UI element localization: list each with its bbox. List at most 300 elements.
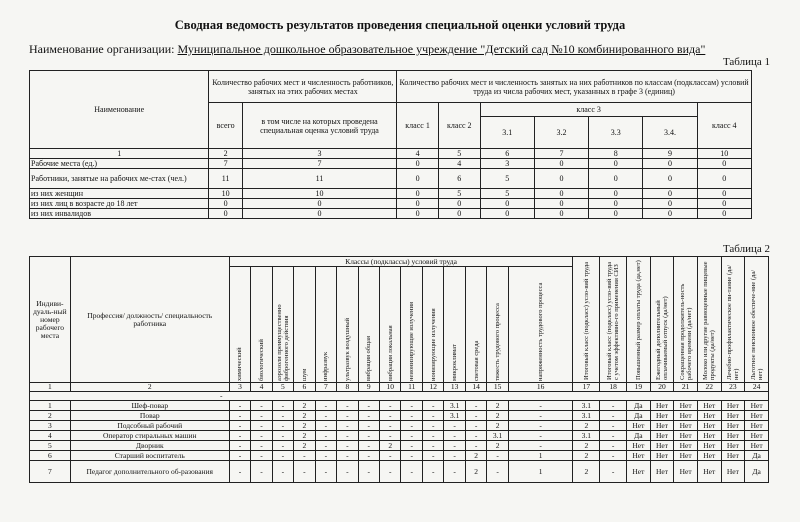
t1-row-label: Рабочие места (ед.) xyxy=(30,159,209,169)
t2-cell: Нет xyxy=(650,451,674,461)
t2-cell: Нет xyxy=(745,421,769,431)
t2-header-extra-label: Ежегодный дополнительный оплачиваемый отпуск (да/нет) xyxy=(655,295,670,380)
t2-cell: - xyxy=(600,431,627,441)
t2-number-row xyxy=(30,383,769,392)
t2-cell: - xyxy=(358,451,379,461)
t1-number-row xyxy=(30,149,752,159)
t2-cell: - xyxy=(508,421,573,431)
t2-cell: Нет xyxy=(627,451,651,461)
t1-cell: 0 xyxy=(438,209,480,219)
t1-cell: 0 xyxy=(209,199,242,209)
t2-cell: 3.1 xyxy=(573,401,600,411)
t2-cell: - xyxy=(465,441,486,451)
t2-header-extra xyxy=(650,257,674,383)
t1-cell: 0 xyxy=(697,199,751,209)
t2-header-extra-label: Льготное пенсионное обеспече-ние (да/нет) xyxy=(749,269,764,380)
t2-header-extra xyxy=(697,257,721,383)
t2-cell: - xyxy=(422,411,443,421)
t2-cell: Нет xyxy=(650,411,674,421)
t1-header-total: всего xyxy=(209,103,242,149)
t2-header-factor xyxy=(315,267,336,383)
t2-col-number: 22 xyxy=(697,383,721,392)
t2-col-number: 24 xyxy=(745,383,769,392)
t2-col-number: 9 xyxy=(358,383,379,392)
t1-cell: 0 xyxy=(480,209,534,219)
t1-cell: 0 xyxy=(534,189,588,199)
t1-cell: 0 xyxy=(643,159,697,169)
t1-col-number: 5 xyxy=(438,149,480,159)
t2-cell: Нет xyxy=(650,461,674,483)
t2-col-number: 1 xyxy=(30,383,71,392)
t2-cell: - xyxy=(315,461,336,483)
t2-cell: - xyxy=(251,411,272,421)
t2-cell: Нет xyxy=(745,401,769,411)
t2-cell: - xyxy=(315,411,336,421)
t2-cell: - xyxy=(272,451,293,461)
t2-cell: - xyxy=(272,441,293,451)
t2-cell: 2 xyxy=(487,441,508,451)
t2-cell: - xyxy=(508,411,573,421)
t2-cell: 2 xyxy=(294,421,315,431)
t2-cell: - xyxy=(358,411,379,421)
t1-header-3-1: 3.1 xyxy=(480,117,534,149)
t2-row-number: 7 xyxy=(30,461,71,483)
t2-cell: - xyxy=(422,431,443,441)
t1-col-number: 1 xyxy=(30,149,209,159)
t2-cell: 2 xyxy=(573,451,600,461)
t1-cell: 0 xyxy=(589,199,643,209)
t2-header-factor xyxy=(508,267,573,383)
t2-header-factor xyxy=(422,267,443,383)
t2-row xyxy=(30,461,769,483)
organization-label: Наименование организации: xyxy=(29,42,175,56)
t2-cell: Нет xyxy=(674,401,698,411)
t2-cell: Нет xyxy=(697,441,721,451)
t1-row xyxy=(30,189,752,199)
t1-cell: 10 xyxy=(209,189,242,199)
t1-header-class2: класс 2 xyxy=(438,103,480,149)
t1-header-3-3: 3.3 xyxy=(589,117,643,149)
t2-cell: - xyxy=(315,421,336,431)
t2-row-number: 2 xyxy=(30,411,71,421)
t1-col-number: 10 xyxy=(697,149,751,159)
t2-cell: 2 xyxy=(573,421,600,431)
t2-header-factor xyxy=(358,267,379,383)
t2-col-number: 12 xyxy=(422,383,443,392)
t1-col-number: 9 xyxy=(643,149,697,159)
t2-header-factor xyxy=(444,267,465,383)
t2-cell: Нет xyxy=(627,441,651,451)
t2-cell: - xyxy=(422,461,443,483)
t1-header-class3: класс 3 xyxy=(480,103,697,117)
t2-cell: - xyxy=(508,441,573,451)
t2-cell: Нет xyxy=(650,401,674,411)
t2-header-factor-label: инфразвук xyxy=(322,351,330,381)
t2-cell: - xyxy=(251,451,272,461)
t2-cell: - xyxy=(465,431,486,441)
table2-caption: Таблица 2 xyxy=(722,243,770,255)
t1-cell: 0 xyxy=(534,169,588,189)
t1-cell: 0 xyxy=(643,169,697,189)
t2-row xyxy=(30,411,769,421)
t2-header-extra-label: Итоговый класс (подкласс) усло-вий труда xyxy=(582,261,590,380)
t2-cell: - xyxy=(444,461,465,483)
t2-cell: - xyxy=(337,441,358,451)
t2-cell: Нет xyxy=(627,421,651,431)
t2-header-factor xyxy=(380,267,401,383)
t1-row xyxy=(30,159,752,169)
t2-cell: - xyxy=(272,421,293,431)
t2-cell: Нет xyxy=(674,441,698,451)
t2-row-number: 3 xyxy=(30,421,71,431)
t2-cell: - xyxy=(229,461,250,483)
t2-cell: - xyxy=(358,461,379,483)
t2-row-number: 1 xyxy=(30,401,71,411)
t2-row-profession: Педагог дополнительного об-разования xyxy=(70,461,229,483)
t1-header-class1: класс 1 xyxy=(397,103,439,149)
t2-cell: Нет xyxy=(745,441,769,451)
t2-header-factor xyxy=(401,267,422,383)
t2-cell: Нет xyxy=(745,411,769,421)
t2-cell: - xyxy=(272,461,293,483)
t2-cell: Нет xyxy=(721,411,745,421)
t2-cell: - xyxy=(337,431,358,441)
t1-col-number: 4 xyxy=(397,149,439,159)
t2-cell: - xyxy=(401,451,422,461)
t1-cell: 0 xyxy=(397,169,439,189)
t1-cell: 0 xyxy=(242,209,396,219)
t2-col-number: 10 xyxy=(380,383,401,392)
t2-col-number: 2 xyxy=(70,383,229,392)
t1-cell: 0 xyxy=(697,209,751,219)
t2-cell: Нет xyxy=(745,431,769,441)
t2-row-profession: Старший воспитатель xyxy=(70,451,229,461)
t2-header-factor-label: неионизирующие излучения xyxy=(408,301,416,381)
t2-row-profession: Подсобный рабочий xyxy=(70,421,229,431)
t1-cell: 0 xyxy=(397,199,439,209)
t2-col-number: 18 xyxy=(600,383,627,392)
t2-cell: - xyxy=(315,451,336,461)
t2-cell: - xyxy=(401,441,422,451)
t2-cell: - xyxy=(358,421,379,431)
t2-col-number: 17 xyxy=(573,383,600,392)
t2-cell: 2 xyxy=(294,431,315,441)
t2-header-factor-label: шум xyxy=(300,368,308,381)
t2-cell: Нет xyxy=(697,401,721,411)
t1-cell: 11 xyxy=(242,169,396,189)
t2-header-extra xyxy=(674,257,698,383)
t2-col-number: 7 xyxy=(315,383,336,392)
t2-col-number: 15 xyxy=(487,383,508,392)
t2-col-number: 3 xyxy=(229,383,250,392)
t1-cell: 0 xyxy=(397,209,439,219)
t2-cell: Нет xyxy=(650,441,674,451)
t2-cell: - xyxy=(315,441,336,451)
t2-header-factor xyxy=(487,267,508,383)
t2-cell: - xyxy=(272,411,293,421)
t2-col-number: 11 xyxy=(401,383,422,392)
t2-header-factor xyxy=(272,267,293,383)
t2-col-number: 6 xyxy=(294,383,315,392)
t2-cell: Нет xyxy=(697,431,721,441)
t2-cell: 3.1 xyxy=(487,431,508,441)
t2-cell: - xyxy=(380,431,401,441)
t2-cell: 2 xyxy=(487,411,508,421)
t1-cell: 0 xyxy=(242,199,396,209)
t2-cell: - xyxy=(380,411,401,421)
t2-cell: 2 xyxy=(487,421,508,431)
t1-cell: 0 xyxy=(534,199,588,209)
t2-row xyxy=(30,401,769,411)
t1-cell: 3 xyxy=(480,159,534,169)
t2-cell: - xyxy=(487,461,508,483)
t2-header-classes: Классы (подклассы) условий труда xyxy=(229,257,573,267)
t2-cell: Да xyxy=(627,431,651,441)
t2-cell: - xyxy=(444,421,465,431)
t2-col-number: 16 xyxy=(508,383,573,392)
organization-line xyxy=(29,42,705,57)
t2-cell: - xyxy=(380,421,401,431)
t1-cell: 7 xyxy=(209,159,242,169)
t2-cell: Нет xyxy=(674,421,698,431)
t2-row xyxy=(30,431,769,441)
t2-cell: - xyxy=(508,401,573,411)
t2-header-factor-label: микроклимат xyxy=(451,343,459,381)
t1-header-3-4: 3.4. xyxy=(643,117,697,149)
t2-cell: 2 xyxy=(294,441,315,451)
t1-cell: 0 xyxy=(697,159,751,169)
t2-row-number: 6 xyxy=(30,451,71,461)
t1-row-label: из них лиц в возрасте до 18 лет xyxy=(30,199,209,209)
t1-cell: 0 xyxy=(589,189,643,199)
t2-cell: - xyxy=(337,411,358,421)
t1-cell: 0 xyxy=(643,209,697,219)
t1-col-number: 2 xyxy=(209,149,242,159)
t2-header-factor-label: напряженность трудового процесса xyxy=(537,282,545,381)
t1-col-number: 8 xyxy=(589,149,643,159)
t2-header-extra xyxy=(745,257,769,383)
t1-row-label: из них женщин xyxy=(30,189,209,199)
t2-cell: 2 xyxy=(380,441,401,451)
t2-header-factor xyxy=(229,267,250,383)
t2-col-number: 8 xyxy=(337,383,358,392)
t2-cell: - xyxy=(358,431,379,441)
t2-cell: 2 xyxy=(465,451,486,461)
t2-dash-row xyxy=(30,392,769,401)
t2-header-factor-label: вибрация локальная xyxy=(386,324,394,381)
t1-header-classes: Количество рабочих мест и численность занятых на них работников по классам (подклассам) условий труда из числа рабочих мест, указанных в графе 3 (единиц) xyxy=(397,71,752,103)
t1-header-sout: в том числе на которых проведена специальная оценка условий труда xyxy=(242,103,396,149)
t2-cell: - xyxy=(251,461,272,483)
t2-cell: - xyxy=(600,421,627,431)
t2-header-factor xyxy=(465,267,486,383)
t2-cell: - xyxy=(465,411,486,421)
t1-header-name: Наименование xyxy=(30,71,209,149)
t2-cell: - xyxy=(600,451,627,461)
t2-header-factor xyxy=(294,267,315,383)
t1-cell: 0 xyxy=(480,199,534,209)
t2-row-profession: Шеф-повар xyxy=(70,401,229,411)
t2-col-number: 4 xyxy=(251,383,272,392)
t2-cell: - xyxy=(294,451,315,461)
t2-cell: Да xyxy=(745,461,769,483)
t2-cell: Нет xyxy=(721,441,745,451)
t2-cell: - xyxy=(229,401,250,411)
t2-cell: - xyxy=(337,451,358,461)
t1-header-class4: класс 4 xyxy=(697,103,751,149)
t1-row xyxy=(30,209,752,219)
t2-cell: Нет xyxy=(674,411,698,421)
t2-cell: - xyxy=(358,401,379,411)
t2-cell: - xyxy=(229,421,250,431)
t2-header-factor-label: тяжесть трудового процесса xyxy=(494,302,502,381)
t2-cell: Нет xyxy=(697,411,721,421)
t1-cell: 5 xyxy=(480,169,534,189)
t2-cell: Нет xyxy=(674,451,698,461)
t2-row-profession: Повар xyxy=(70,411,229,421)
t2-cell: - xyxy=(294,461,315,483)
t2-cell: - xyxy=(272,431,293,441)
t2-header-extra xyxy=(600,257,627,383)
t2-header-num: Индиви-дуаль-ный номер рабочего места xyxy=(30,257,71,383)
t2-cell: 1 xyxy=(508,461,573,483)
t2-header-extra xyxy=(627,257,651,383)
t2-cell: Да xyxy=(627,411,651,421)
t2-cell: - xyxy=(422,421,443,431)
t1-cell: 10 xyxy=(242,189,396,199)
t2-cell: - xyxy=(229,431,250,441)
t1-header-count: Количество рабочих мест и численность работников, занятых на этих рабочих местах xyxy=(209,71,397,103)
t1-cell: 0 xyxy=(697,169,751,189)
t2-cell: - xyxy=(380,401,401,411)
t2-cell: - xyxy=(401,421,422,431)
t2-cell: 2 xyxy=(294,401,315,411)
t2-cell: - xyxy=(600,441,627,451)
t2-cell: - xyxy=(229,441,250,451)
t2-header-factor-label: ультразвук воздушный xyxy=(343,317,351,381)
t2-cell: - xyxy=(315,431,336,441)
t2-cell: 2 xyxy=(573,441,600,451)
t2-cell: Да xyxy=(745,451,769,461)
t1-cell: 0 xyxy=(697,189,751,199)
t1-cell: 0 xyxy=(397,189,439,199)
t2-col-number: 14 xyxy=(465,383,486,392)
t2-cell: 3.1 xyxy=(444,411,465,421)
t2-cell: Нет xyxy=(697,451,721,461)
t2-row-number: 5 xyxy=(30,441,71,451)
t2-cell: Нет xyxy=(721,461,745,483)
t2-cell: Нет xyxy=(650,421,674,431)
t2-cell: 2 xyxy=(573,461,600,483)
t2-cell: - xyxy=(229,411,250,421)
t1-cell: 7 xyxy=(242,159,396,169)
t1-col-number: 3 xyxy=(242,149,396,159)
t1-cell: 0 xyxy=(643,189,697,199)
t2-cell: 2 xyxy=(465,461,486,483)
t2-cell: - xyxy=(508,431,573,441)
t2-header-factor-label: аэрозоли преимущественно фиброгенного действия xyxy=(275,303,290,381)
t2-col-number: 5 xyxy=(272,383,293,392)
t2-col-number: 23 xyxy=(721,383,745,392)
t2-cell: Нет xyxy=(721,451,745,461)
summary-table xyxy=(29,70,752,219)
t2-cell: - xyxy=(401,401,422,411)
t2-cell: - xyxy=(422,441,443,451)
workplace-table xyxy=(29,256,769,483)
t2-cell: - xyxy=(251,431,272,441)
t1-row xyxy=(30,199,752,209)
organization-name: Муниципальное дошкольное образовательное учреждение "Детский сад №10 комбинированного вида" xyxy=(177,42,706,56)
t2-header-factor xyxy=(251,267,272,383)
t1-cell: 6 xyxy=(438,169,480,189)
t2-cell: - xyxy=(444,441,465,451)
t2-cell: - xyxy=(401,461,422,483)
t2-header-factor-label: световая среда xyxy=(472,340,480,381)
t2-cell: Нет xyxy=(721,401,745,411)
t2-cell: Нет xyxy=(650,431,674,441)
t2-header-extra xyxy=(721,257,745,383)
t2-cell: - xyxy=(380,451,401,461)
t2-header-factor xyxy=(337,267,358,383)
t2-col-number: 13 xyxy=(444,383,465,392)
t2-cell: - xyxy=(337,401,358,411)
t2-cell: - xyxy=(444,431,465,441)
t2-cell: - xyxy=(401,411,422,421)
t1-row-label: из них инвалидов xyxy=(30,209,209,219)
t2-cell: 3.1 xyxy=(573,431,600,441)
t2-header-extra xyxy=(573,257,600,383)
t2-col-number: 21 xyxy=(674,383,698,392)
t1-col-number: 6 xyxy=(480,149,534,159)
t2-row xyxy=(30,441,769,451)
t1-cell: 0 xyxy=(589,169,643,189)
t1-cell: 0 xyxy=(534,209,588,219)
t2-row-number: 4 xyxy=(30,431,71,441)
t2-cell: - xyxy=(272,401,293,411)
t1-row xyxy=(30,169,752,189)
t2-cell: - xyxy=(251,401,272,411)
t1-header-3-2: 3.2 xyxy=(534,117,588,149)
t1-cell: 0 xyxy=(589,209,643,219)
t2-cell: - xyxy=(251,441,272,451)
t2-header-factor-label: биологический xyxy=(257,338,265,381)
document-title: Сводная ведомость результатов проведения специальной оценки условий труда xyxy=(174,18,626,32)
t2-header-extra-label: Сокращенная продолжитель-ность рабочего времени (да/нет) xyxy=(678,283,693,380)
t2-cell: 2 xyxy=(294,411,315,421)
t2-cell: - xyxy=(422,451,443,461)
t2-col-number: 19 xyxy=(627,383,651,392)
t2-header-profession: Профессия/ должность/ специальность работника xyxy=(70,257,229,383)
t2-header-extra-label: Итоговый класс (подкласс) усло-вий труда с учетом эффективно-го применения СИЗ xyxy=(606,261,621,380)
t2-cell: Нет xyxy=(674,431,698,441)
t2-cell: Нет xyxy=(721,421,745,431)
t2-header-factor-label: ионизирующие излучения xyxy=(429,307,437,381)
t2-cell: - xyxy=(251,421,272,431)
t2-cell: Нет xyxy=(674,461,698,483)
t2-cell: - xyxy=(422,401,443,411)
t2-cell: - xyxy=(600,401,627,411)
t2-cell: 2 xyxy=(487,401,508,411)
t2-cell: - xyxy=(487,451,508,461)
t2-header-extra-label: Лечебно-профилактическое пи-тание (да/нет) xyxy=(725,264,740,380)
table1-caption: Таблица 1 xyxy=(722,56,770,68)
t2-cell: - xyxy=(401,431,422,441)
t1-cell: 11 xyxy=(209,169,242,189)
t2-cell: - xyxy=(337,461,358,483)
t2-cell: Нет xyxy=(697,461,721,483)
t1-cell: 0 xyxy=(397,159,439,169)
t2-cell: Нет xyxy=(627,461,651,483)
